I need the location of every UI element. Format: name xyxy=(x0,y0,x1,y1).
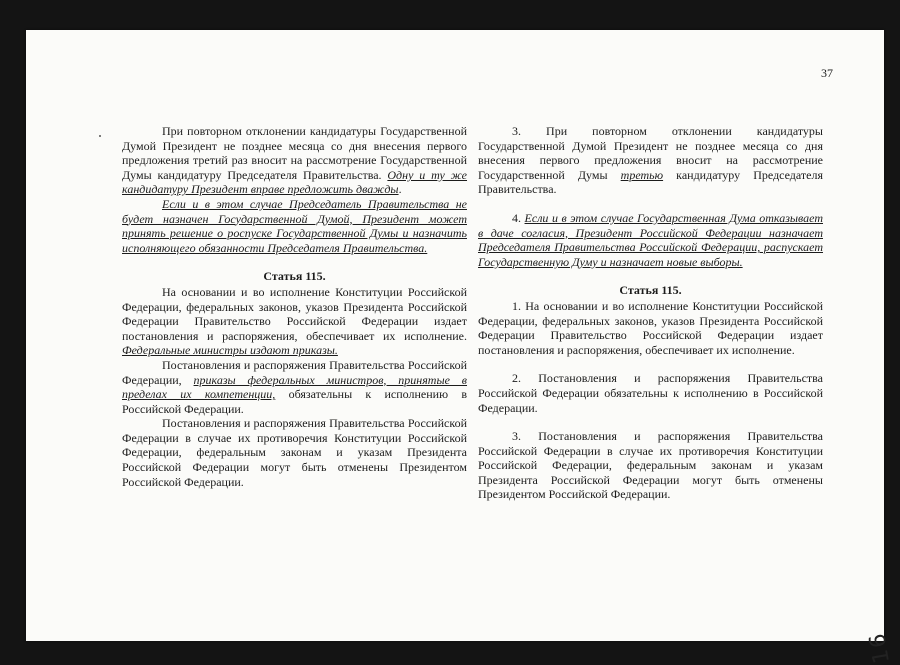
right-paragraph-3: 1. На основании и во исполнение Конституции Российской Федерации, федеральных законов, указов Президента Российской Федерации Правительство Российской Федерации издает постановления и распоряжения, обеспечивает их исполнение. xyxy=(478,298,823,357)
right-paragraph-1-amendment: третью xyxy=(620,167,664,182)
left-paragraph-4: Постановления и распоряжения Правительства Российской Федерации, приказы федеральных министров, принятые в пределах их компетенции, обязательны к исполнению в Российской Федерации. xyxy=(122,357,468,416)
right-article-heading: Статья 115. xyxy=(619,283,682,298)
handwritten-mark: 16 xyxy=(864,629,896,665)
page-number: 37 xyxy=(821,66,833,80)
right-column xyxy=(478,124,823,502)
left-paragraph-4-amendment: приказы федеральных министров, принятые в пределах их компетенции, xyxy=(122,372,468,402)
right-paragraph-2: 4. Если и в этом случае Государственная Дума отказывает в даче согласия, Президент Российской Федерации назначает Председателя Правительства Российской Федерации, распускает Государственную Думу и назначает новые выборы. xyxy=(478,210,823,269)
right-paragraph-2-amendment: Если и в этом случае Государственная Дума отказывает в даче согласия, Президент Российской Федерации назначает Председателя Правительства Российской Федерации, распускает Государственную Думу и назначает новые выборы. xyxy=(478,210,823,269)
left-paragraph-5: Постановления и распоряжения Правительства Российской Федерации в случае их противоречия Конституции Российской Федерации, федеральным законам и указам Президента Российской Федерации могут быть отменены Президентом Российской Федерации. xyxy=(122,416,467,489)
right-paragraph-1: 3. При повторном отклонении кандидатуры Государственной Думой Президент не позднее месяца со дня внесения первого предложения вносит на рассмотрение Государственной Думы третью кандидатуру Председателя Правительства. xyxy=(478,124,824,197)
left-paragraph-2-amendment: Если и в этом случае Председатель Правительства не будет назначен Государственной Думой, Президент может принять решение о роспуске Государственной Думы и назначить исполняющего обязанности Председателя Правительства. xyxy=(122,196,467,255)
right-paragraph-5: 3. Постановления и распоряжения Правительства Российской Федерации в случае их противоречия Конституции Российской Федерации, федеральным законам и указам Президента Российской Федерации могут быть отменены Президентом Российской Федерации. xyxy=(478,429,823,502)
document-page xyxy=(26,30,896,665)
left-column xyxy=(122,124,467,489)
left-paragraph-3-amendment: Федеральные министры издают приказы. xyxy=(122,343,338,358)
left-paragraph-1: При повторном отклонении кандидатуры Государственной Думой Президент не позднее месяца со дня внесения первого предложения третий раз вносит на рассмотрение Государственной Думы кандидатуру Председателя Правительства. Одну и ту же кандидатуру Президент вправе предложить дважды. xyxy=(122,124,468,197)
left-paragraph-2 xyxy=(122,197,467,255)
left-paragraph-3: На основании и во исполнение Конституции Российской Федерации, федеральных законов, указов Президента Российской Федерации Правительство Российской Федерации издает постановления и распоряжения, обеспечивает их исполнение. Федеральные министры издают приказы. xyxy=(122,284,467,358)
scan-speck xyxy=(99,135,101,137)
left-paragraph-1-amendment: Одну и ту же кандидатуру Президент вправе предложить дважды xyxy=(122,167,468,197)
right-paragraph-4: 2. Постановления и распоряжения Правительства Российской Федерации обязательны к исполнению в Российской Федерации. xyxy=(478,371,823,415)
left-article-heading: Статья 115. xyxy=(263,269,326,284)
